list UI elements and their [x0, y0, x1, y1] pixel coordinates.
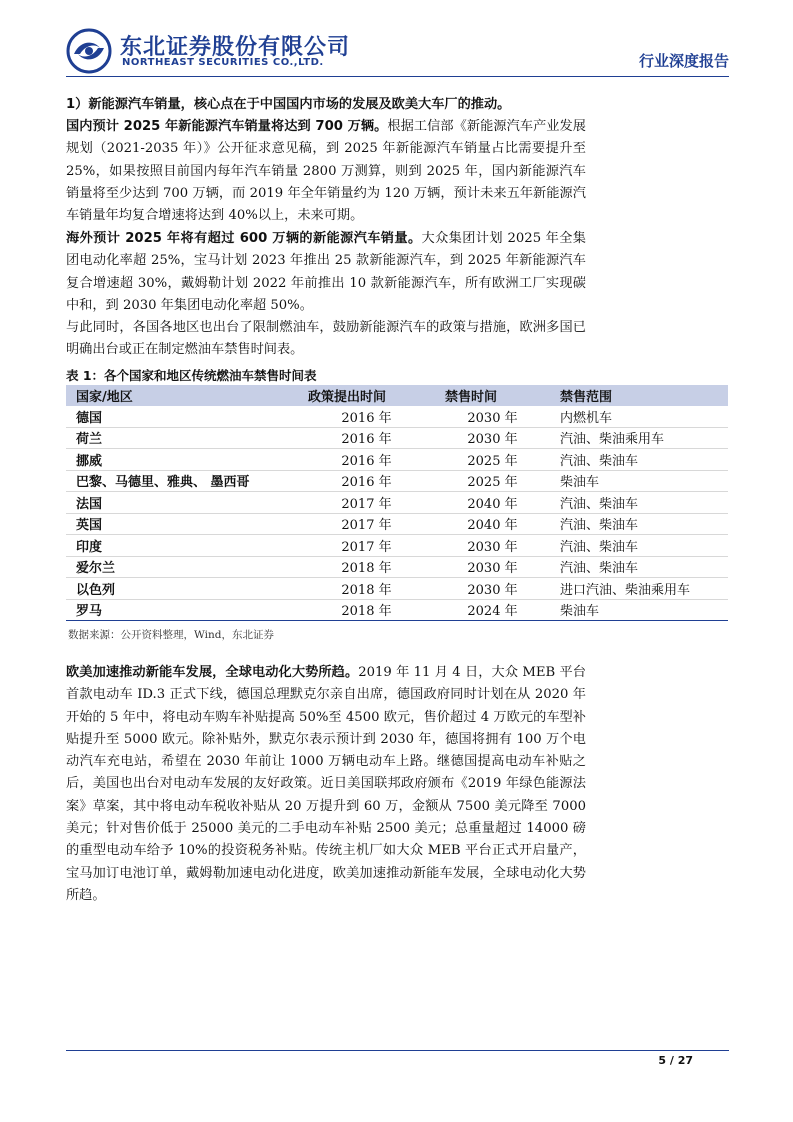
header-policy-year: 政策提出时间 [298, 385, 435, 406]
company-name-cn: 东北证券股份有限公司 [120, 35, 351, 60]
table-row [66, 427, 728, 449]
table-row [66, 535, 728, 557]
section-heading [66, 94, 586, 116]
cell-region: 英国 [66, 513, 298, 535]
cell-ban-scope: 柴油车 [550, 470, 728, 492]
page-number: 5 / 27 [658, 1054, 693, 1067]
table-row [66, 406, 728, 427]
cell-ban-year: 2030 年 [435, 578, 550, 600]
cell-ban-scope: 汽油、柴油车 [550, 449, 728, 471]
ban-table [66, 385, 728, 621]
table-row [66, 449, 728, 471]
cell-ban-year: 2025 年 [435, 470, 550, 492]
company-name-en: NORTHEAST SECURITIES CO.,LTD. [122, 57, 324, 68]
page-header [66, 26, 729, 76]
cell-policy-year: 2017 年 [298, 513, 435, 535]
paragraph-global-lead: 欧美加速推动新能车发展，全球电动化大势所趋。 [66, 665, 359, 680]
header-ban-year: 禁售时间 [435, 385, 550, 406]
table-row [66, 470, 728, 492]
cell-region: 罗马 [66, 599, 298, 621]
footer-divider [66, 1050, 729, 1051]
cell-ban-year: 2030 年 [435, 556, 550, 578]
cell-region: 巴黎、马德里、雅典、 墨西哥 [66, 470, 298, 492]
cell-ban-scope: 汽油、柴油乘用车 [550, 427, 728, 449]
paragraph-global [66, 662, 586, 907]
cell-ban-scope: 柴油车 [550, 599, 728, 621]
cell-policy-year: 2018 年 [298, 556, 435, 578]
table-row [66, 599, 728, 621]
paragraph-overseas-text-2: 与此同时，各国各地区也出台了限制燃油车，鼓励新能源汽车的政策与措施，欧洲多国已明确出台或正在制定燃油车禁售时间表。 [66, 320, 586, 358]
cell-policy-year: 2018 年 [298, 599, 435, 621]
cell-region: 法国 [66, 492, 298, 514]
cell-ban-scope: 汽油、柴油车 [550, 492, 728, 514]
cell-ban-scope: 汽油、柴油车 [550, 556, 728, 578]
cell-region: 荷兰 [66, 427, 298, 449]
paragraph-overseas-text: 大众集团计划 2025 年全集团电动化率超 25%，宝马计划 2023 年推出 25 款新能源汽车，到 2025 年新能源汽车复合增速超 30%，戴姆勒计划 2022 年前推出 10 款新能源汽车，所有欧洲工厂实现碳中和，到 2030 年集团电动化率超 50%。 [66, 231, 586, 313]
paragraph-overseas-lead: 海外预计 2025 年将有超过 600 万辆的新能源汽车销量。 [66, 231, 422, 246]
table-row [66, 492, 728, 514]
table-header-row [66, 385, 728, 406]
cell-ban-year: 2040 年 [435, 492, 550, 514]
cell-policy-year: 2016 年 [298, 406, 435, 427]
report-type: 行业深度报告 [638, 52, 729, 70]
section-heading-text: 1）新能源汽车销量，核心点在于中国国内市场的发展及欧美大车厂的推动。 [66, 97, 511, 112]
cell-region: 德国 [66, 406, 298, 427]
cell-policy-year: 2017 年 [298, 535, 435, 557]
cell-ban-year: 2024 年 [435, 599, 550, 621]
paragraph-global-text: 2019 年 11 月 4 日，大众 MEB 平台首款电动车 ID.3 正式下线，德国总理默克尔亲自出席，德国政府同时计划在从 2020 年开始的 5 年中，将电动车购车补贴提高 50%至 4500 欧元，售价超过 4 万欧元的车型补贴提升至 5000 欧元。除补贴外，默克尔表示预计到 2030 年，德国将拥有 100 万个电动汽车充电站，希望在 2030 年前让 1000 万辆电动车上路。继德国提高电动车补贴之后，美国也出台对电动车发展的友好政策。近日美国联邦政府颁布《2019 年绿色能源法案》草案，其中将电动车税收补贴从 20 万提升到 60 万，金额从 7500 美元降至 7000 美元；针对售价低于 25000 美元的二手电动车补贴 2500 美元；总重量超过 14000 磅的重型电动车给予 10%的投资税务补贴。传统主机厂如大众 MEB 平台正式开启量产，宝马加订电池订单，戴姆勒加速电动化进度，欧美加速推动新能车发展，全球电动化大势所趋。 [66, 665, 586, 903]
header-ban-scope: 禁售范围 [550, 385, 728, 406]
cell-ban-scope: 汽油、柴油车 [550, 535, 728, 557]
table-title: 表 1：各个国家和地区传统燃油车禁售时间表 [66, 368, 317, 383]
paragraph-domestic-text: 根据工信部《新能源汽车产业发展规划（2021-2035 年）》公开征求意见稿，到 2025 年新能源汽车销量占比需要提升至 25%，如果按照目前国内每年汽车销量 2800 万测算，则到 2025 年，国内新能源汽车销量将至少达到 700 万辆，而 2019 年全年销量约为 120 万辆，预计未来五年新能源汽车销量年均复合增速将达到 40%以上，未来可期。 [66, 119, 586, 224]
cell-policy-year: 2016 年 [298, 449, 435, 471]
cell-policy-year: 2016 年 [298, 470, 435, 492]
header-divider [66, 76, 729, 77]
table-row [66, 578, 728, 600]
company-logo-icon [66, 28, 112, 74]
table-row [66, 556, 728, 578]
cell-ban-scope: 汽油、柴油车 [550, 513, 728, 535]
cell-ban-scope: 进口汽油、柴油乘用车 [550, 578, 728, 600]
cell-policy-year: 2018 年 [298, 578, 435, 600]
cell-region: 印度 [66, 535, 298, 557]
paragraph-overseas [66, 228, 586, 362]
cell-policy-year: 2016 年 [298, 427, 435, 449]
cell-ban-year: 2030 年 [435, 535, 550, 557]
cell-ban-year: 2030 年 [435, 427, 550, 449]
cell-ban-year: 2040 年 [435, 513, 550, 535]
cell-region: 挪威 [66, 449, 298, 471]
table-source: 数据来源：公开资料整理，Wind，东北证券 [68, 629, 274, 641]
header-region: 国家/地区 [66, 385, 298, 406]
cell-ban-year: 2025 年 [435, 449, 550, 471]
cell-region: 爱尔兰 [66, 556, 298, 578]
paragraph-domestic-lead: 国内预计 2025 年新能源汽车销量将达到 700 万辆。 [66, 119, 388, 134]
cell-policy-year: 2017 年 [298, 492, 435, 514]
cell-region: 以色列 [66, 578, 298, 600]
cell-ban-scope: 内燃机车 [550, 406, 728, 427]
paragraph-domestic [66, 116, 586, 227]
table-row [66, 513, 728, 535]
cell-ban-year: 2030 年 [435, 406, 550, 427]
